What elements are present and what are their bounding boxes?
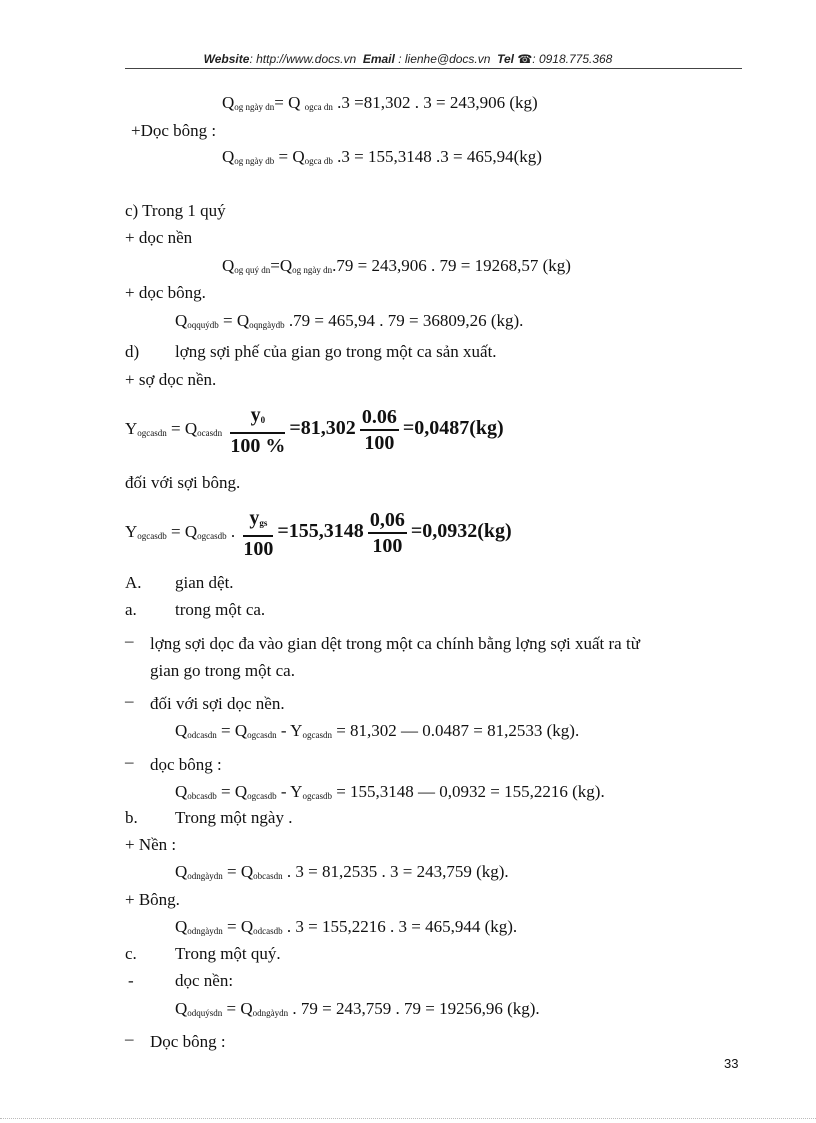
email-address[interactable]: : lienhe@docs.vn: [398, 52, 491, 66]
text-line: + dọc bông.: [125, 283, 206, 302]
denominator: 100: [243, 537, 274, 560]
formula-lhs: $Y_{ogcasdn} = Q_{ocasdn}$: [125, 419, 223, 438]
eq-line: $Q_{oqquýdb} = Q_{oqngàydb}$ .79 = 465,94 . 79 = 36809,26 (kg).: [175, 311, 524, 330]
eq-line: $Q_{odquýsdn} = Q_{odngàydn}$ . 79 = 243,759 . 79 = 19256,96 (kg).: [175, 999, 540, 1018]
text-line: dọc bông :: [150, 755, 222, 774]
text-line: + Nền :: [125, 835, 177, 854]
text-line: gian go trong một ca.: [150, 661, 295, 680]
formula-result: =0,0487(kg): [402, 417, 504, 439]
eq-line: $Q_{odngàydn} = Q_{obcasdn}$ . 3 = 81,2535 . 3 = 243,759 (kg).: [175, 862, 509, 881]
text-line: dọc nền:: [175, 971, 234, 990]
formula-value: =81,302: [289, 417, 356, 439]
denominator: 100: [372, 535, 403, 558]
numerator: $y_{gs}$: [243, 506, 273, 537]
fraction: [243, 506, 273, 561]
eq-line: $Q_{odcasdn} = Q_{ogcasdn} - Y_{ogcasdn} = 81,302$ — 0.0487 = 81,2533 (kg).: [175, 721, 580, 740]
email-label: Email: [362, 52, 395, 66]
numerator: $y_0$: [230, 403, 285, 434]
eq-line: $Q_{og quý dn}=Q_{og ngày dn}.79 = 243,906$ . 79 = 19268,57 (kg): [222, 256, 571, 275]
dash-bullet: –: [125, 631, 134, 650]
text-line: gian dệt.: [175, 573, 234, 592]
list-marker: a.: [125, 600, 137, 619]
fraction: [360, 405, 399, 455]
text-line: + dọc nền: [125, 228, 193, 247]
formula-1: [125, 400, 504, 461]
denominator: 100: [364, 432, 395, 455]
formula-lhs: $Y_{ogcasdb} = Q_{ogcasdb}$ .: [125, 522, 236, 541]
fraction: [230, 403, 285, 458]
list-marker: c.: [125, 944, 137, 963]
text-line: Trong một ngày .: [175, 808, 293, 827]
text-line: Dọc bông :: [150, 1032, 226, 1051]
denominator: 100 %: [230, 434, 286, 457]
numerator: 0,06: [368, 508, 407, 534]
text-line: c) Trong 1 quý: [125, 201, 226, 220]
eq-line: $Q_{og ngày dn}= Q$ $_{ogca dn}$ .3 =81,302 . 3 = 243,906 (kg): [222, 93, 538, 112]
list-marker: -: [128, 971, 134, 990]
eq-line: $Q_{obcasdb} = Q_{ogcasdb} - Y_{ogcasdb} = 155,3148$ — 0,0932 = 155,2216 (kg).: [175, 782, 605, 801]
formula-value: =155,3148: [277, 520, 364, 542]
text-line: + sợ dọc nền.: [125, 370, 217, 389]
list-marker: d): [125, 342, 140, 361]
list-marker: A.: [125, 573, 142, 592]
header-divider: [125, 68, 742, 69]
formula-result: =0,0932(kg): [410, 520, 512, 542]
text-line: + Bông.: [125, 890, 180, 909]
text-line: lợng sợi phế của gian go trong một ca sản xuất.: [175, 342, 497, 361]
website-url[interactable]: : http://www.docs.vn: [249, 52, 357, 66]
footer-divider: [0, 1118, 816, 1119]
numerator: 0.06: [360, 405, 399, 431]
eq-line: $Q_{odngàydn} = Q_{odcasdb}$ . 3 = 155,2216 . 3 = 465,944 (kg).: [175, 917, 518, 936]
dash-bullet: –: [125, 1029, 134, 1048]
dash-bullet: –: [125, 691, 134, 710]
text-line: Trong một quý.: [175, 944, 281, 963]
page-number: 33: [724, 1056, 739, 1071]
page-header: [0, 52, 816, 66]
text-line: đối với sợi bông.: [125, 473, 241, 492]
tel-number: : 0918.775.368: [532, 52, 613, 66]
eq-line: $Q_{og ngày db} = Q_{ogca db}$ .3 = 155,3148 .3 = 465,94(kg): [222, 147, 542, 166]
tel-label: Tel ☎: [497, 52, 533, 66]
text-line: trong một ca.: [175, 600, 266, 619]
website-label: Website: [203, 52, 250, 66]
text-line: đối với sợi dọc nền.: [150, 694, 285, 713]
fraction: [368, 508, 407, 558]
text-line: lợng sợi dọc đa vào gian dệt trong một ca chính bằng lợng sợi xuất ra từ: [150, 634, 640, 653]
formula-2: [125, 503, 512, 564]
text-line: +Dọc bông :: [131, 121, 217, 140]
dash-bullet: –: [125, 752, 134, 771]
list-marker: b.: [125, 808, 138, 827]
